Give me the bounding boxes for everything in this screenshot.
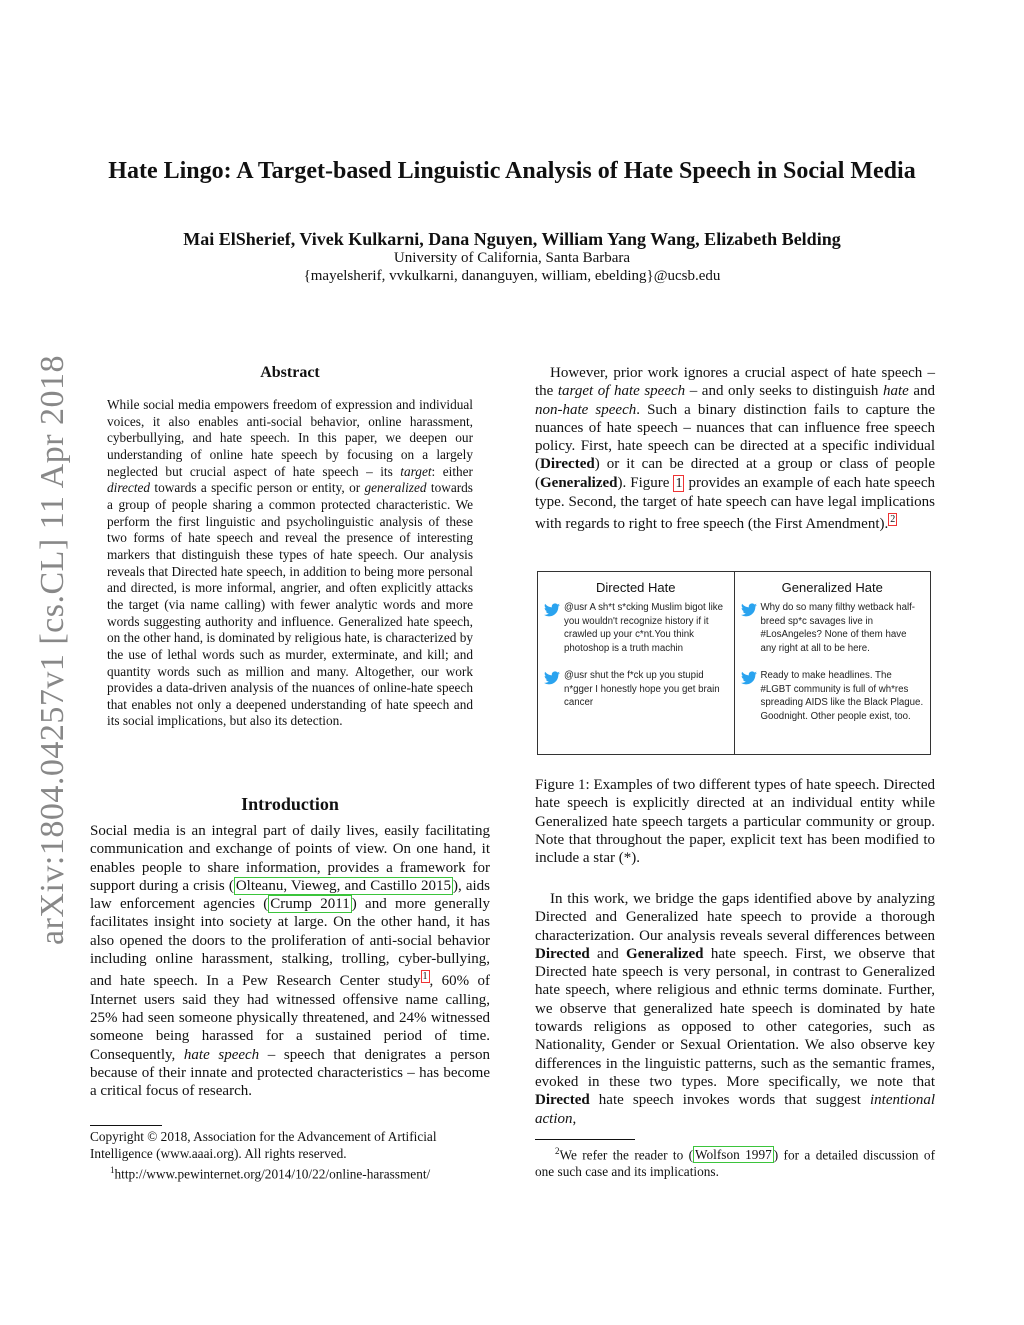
directed-hate-column <box>538 572 735 754</box>
directed-hate-heading: Directed Hate <box>596 580 676 595</box>
citation-link[interactable]: Olteanu, Vieweg, and Castillo 2015 <box>235 877 451 894</box>
abstract-body: While social media empowers freedom of expression and individual voices, it also enables anti-social behavior, online harassment, cyberbullying, and hate speech. In this paper, we deepen our understanding of online hate speech by focusing on a largely neglected but crucial aspect of hate speech – its target: either directed towards a specific person or entity, or generalized towards a group of people sharing a common protected characteristic. We perform the first linguistic and psycholinguistic analysis of these two forms of hate speech and reveal the presence of interesting markers that distinguish these types of hate speech. Our analysis reveals that Directed hate speech, in addition to being more personal and directed, is more informal, angrier, and often explicitly attacks the target (via name calling) with fewer analytic words and more words suggesting authority and influence. Generalized hate speech, on the other hand, is dominated by religious hate, is characterized by the use of lethal words such as murder, exterminate, and kill; and quantity words such as million and many. Altogether, our work provides a data-driven analysis of the nuances of online-hate speech that enables not only a deepened understanding of hate speech and its social implications, but also its detection. <box>107 397 473 729</box>
generalized-hate-column <box>735 572 931 754</box>
twitter-bird-icon <box>544 671 560 685</box>
twitter-bird-icon <box>544 603 560 617</box>
intro-body: Social media is an integral part of daily lives, easily facilitating communication and exchange of points of view. On one hand, it enables people to share information, provides a framework for support during a crisis ( Olteanu, Vieweg, and Castillo 2015 ), aids law enforcement agencies ( Crump 2011 ) and more generally facilitates insight into society at large. On the other hand, it has also opened the doors to the proliferation of anti-social behavior including online harassment, stalking, trolling, cyber-bullying, and hate speech. In a Pew Research Center study $^1$ , 60% of Internet users said they had witnessed offensive name calling, 25% had seen someone physically threatened, and 24% witnessed someone being harassed for a sustained period of time. Consequently, hate speech – speech that denigrates a person because of their innate and protected characteristics – has become a critical focus of research. <box>90 823 491 1100</box>
affiliation: University of California, Santa Barbara <box>393 250 631 266</box>
footnote-link[interactable]: 1 <box>422 971 428 983</box>
citation-link[interactable]: Wolfson 1997 <box>695 1147 772 1163</box>
author-emails: {mayelsherif, vvkulkarni, dananguyen, william, ebelding}@ucsb.edu <box>303 268 721 284</box>
intro-heading: Introduction <box>241 794 339 814</box>
tweet <box>544 669 728 710</box>
generalized-hate-heading: Generalized Hate <box>781 580 883 595</box>
footnote-url: http://www.pewinternet.org/2014/10/22/online-harassment/ <box>114 1166 431 1182</box>
right-paragraph-2: In this work, we bridge the gaps identified above by analyzing Directed and Generalized hate speech to provide a thorough characterization. Our analysis reveals several differences between Directed and Generalized hate speech. First, we observe that Directed hate speech is very personal, in contrast to Generalized hate speech, where religious and ethnic terms dominate. Further, we observe that generalized hate speech is dominated by hate towards religions as opposed to other categories, such as Nationality, Gender or Sexual Orientation. We also observe key differences in the linguistic patterns, such as the semantic frames, evoked in these two types. More specifically, we note that Directed hate speech invokes words that suggest intentional action, <box>535 891 935 1127</box>
footnote-2: $^2$We refer the reader to ( Wolfson 1997 ) for a detailed discussion of one such case and its implications. <box>535 1146 935 1180</box>
author-list: Mai ElSherief, Vivek Kulkarni, Dana Nguyen, William Yang Wang, Elizabeth Belding <box>183 229 841 249</box>
footnote-link[interactable]: 2 <box>890 514 896 526</box>
tweet-text: Why do so many filthy wetback half-breed sp*c savages live in #LosAngeles? None of them have any right at all to be here. <box>760 602 916 655</box>
figure-ref-link[interactable]: 1 <box>675 475 683 491</box>
paper-title: Hate Lingo: A Target-based Linguistic Analysis of Hate Speech in Social Media <box>108 158 916 184</box>
footnote-rule <box>535 1139 635 1140</box>
figure-caption: Figure 1: Examples of two different types of hate speech. Directed hate speech is explicitly directed at an individual entity while Generalized hate speech targets a particular community or group. Note that throughout the paper, explicit text has been modified to include a star (*). <box>535 777 935 867</box>
twitter-bird-icon <box>741 671 757 685</box>
tweet <box>741 669 925 724</box>
arxiv-stamp: arXiv:1804.04257v1 [cs.CL] 11 Apr 2018 <box>34 354 71 945</box>
figure-1 <box>537 571 931 755</box>
tweet-text: @usr A sh*t s*cking Muslim bigot like you wouldn't recognize history if it crawled up your c*nt.You think photoshop is a truth machin <box>564 602 723 655</box>
tweet <box>544 601 728 656</box>
tweet <box>741 601 925 656</box>
copyright-notice: Copyright © 2018, Association for the Advancement of Artificial Intelligence (www.aaai.org). All rights reserved. $^1$http://www.pewinternet.org/2014/10/22/online-harassment/ <box>90 1129 437 1182</box>
tweet-text: @usr shut the f*ck up you stupid n*gger I honestly hope you get brain cancer <box>564 669 720 709</box>
footnote-rule <box>90 1125 162 1126</box>
right-paragraph-1: However, prior work ignores a crucial aspect of hate speech – the target of hate speech – and only seeks to distinguish hate and non-hate speech. Such a binary distinction fails to capture the nuances of hate speech – nuances that can influence free speech policy. First, hate speech can be directed at a specific individual (Directed) or it can be directed at a group or class of people (Generalized). Figure 1 provides an example of each hate speech type. Second, the target of hate speech can have legal implications with regards to right to free speech (the First Amendment). $^2$ <box>535 365 936 533</box>
twitter-bird-icon <box>741 603 757 617</box>
tweet-text: Ready to make headlines. The #LGBT community is full of wh*res spreading AIDS like the Black Plague. Goodnight. Other people exist, too. <box>760 669 924 722</box>
abstract-heading: Abstract <box>260 364 320 381</box>
citation-link[interactable]: Crump 2011 <box>270 896 350 913</box>
